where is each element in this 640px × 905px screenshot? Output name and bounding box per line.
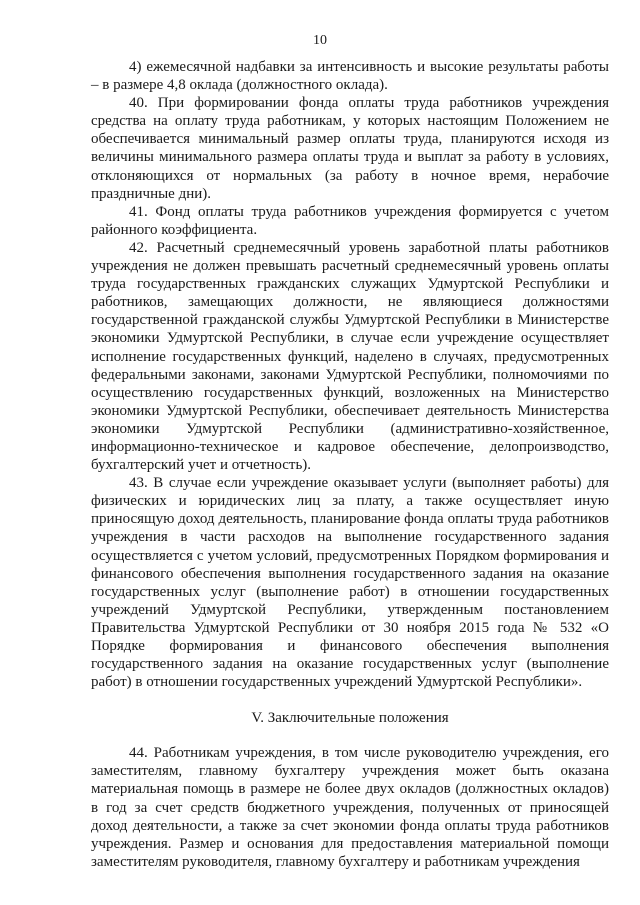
page-number: 10	[313, 33, 327, 48]
section-heading: V. Заключительные положения	[251, 710, 449, 727]
paragraph-item-4-monthly-bonus: 4) ежемесячной надбавки за интенсивность и высокие результаты работы – в размере 4,8 оклада (должностного оклада).	[91, 59, 609, 94]
paragraph-44: 44. Работникам учреждения, в том числе руководителю учреждения, его заместителям, главному бухгалтеру учреждения может быть оказана материальная помощь в размере не более двух окладов (должностных окладов) в год за счет средств бюджетного учреждения, полученных от приносящей доход деятельности, а также за счет экономии фонда оплаты труда работников учреждения. Размер и основания для предоставления материальной помощи заместителям руководителя, главному бухгалтеру и работникам учреждения	[91, 745, 609, 870]
document-body	[91, 58, 609, 871]
paragraph-42: 42. Расчетный среднемесячный уровень заработной платы работников учреждения не должен превышать расчетный среднемесячный уровень оплаты труда государственных гражданских служащих Удмуртской Республики и работников, замещающих должности, не являющиеся должностями государственной гражданской службы Удмуртской Республики в Министерстве экономики Удмуртской Республики, в случае если учреждение осуществляет исполнение государственных функций, наделено в случаях, предусмотренных федеральными законами, законами Удмуртской Республики, полномочиями по осуществлению государственных функций, возложенных на Министерство экономики Удмуртской Республики, обеспечивает деятельность Министерства экономики Удмуртской Республики (административно-хозяйственное, информационно-техническое и кадровое обеспечение, делопроизводство, бухгалтерский учет и отчетность).	[91, 239, 609, 474]
paragraph-43: 43. В случае если учреждение оказывает услуги (выполняет работы) для физических и юридических лиц за плату, а также осуществляет иную приносящую доход деятельность, планирование фонда оплаты труда работников учреждения в части расходов на выполнение государственного задания осуществляется с учетом условий, предусмотренных Порядком формирования и финансового обеспечения выполнения государственного задания на оказание государственных услуг (выполнение работ) в отношении государственных учреждений Удмуртской Республики, утвержденным постановлением Правительства Удмуртской Республики от 30 ноября 2015 года № 532 «О Порядке формирования и финансового обеспечения выполнения государственного задания на оказание государственных услуг (выполнение работ) в отношении государственных учреждений Удмуртской Республики».	[91, 475, 609, 691]
paragraph-40: 40. При формировании фонда оплаты труда работников учреждения средства на оплату труда работникам, у которых настоящим Положением не обеспечивается минимальный размер оплаты труда, планируются исходя из величины минимального размера оплаты труда и выплат за работу в условиях, отклоняющихся от нормальных (за работу в ночное время, нерабочие праздничные дни).	[91, 95, 609, 202]
paragraph-41: 41. Фонд оплаты труда работников учреждения формируется с учетом районного коэффициента.	[91, 203, 609, 238]
